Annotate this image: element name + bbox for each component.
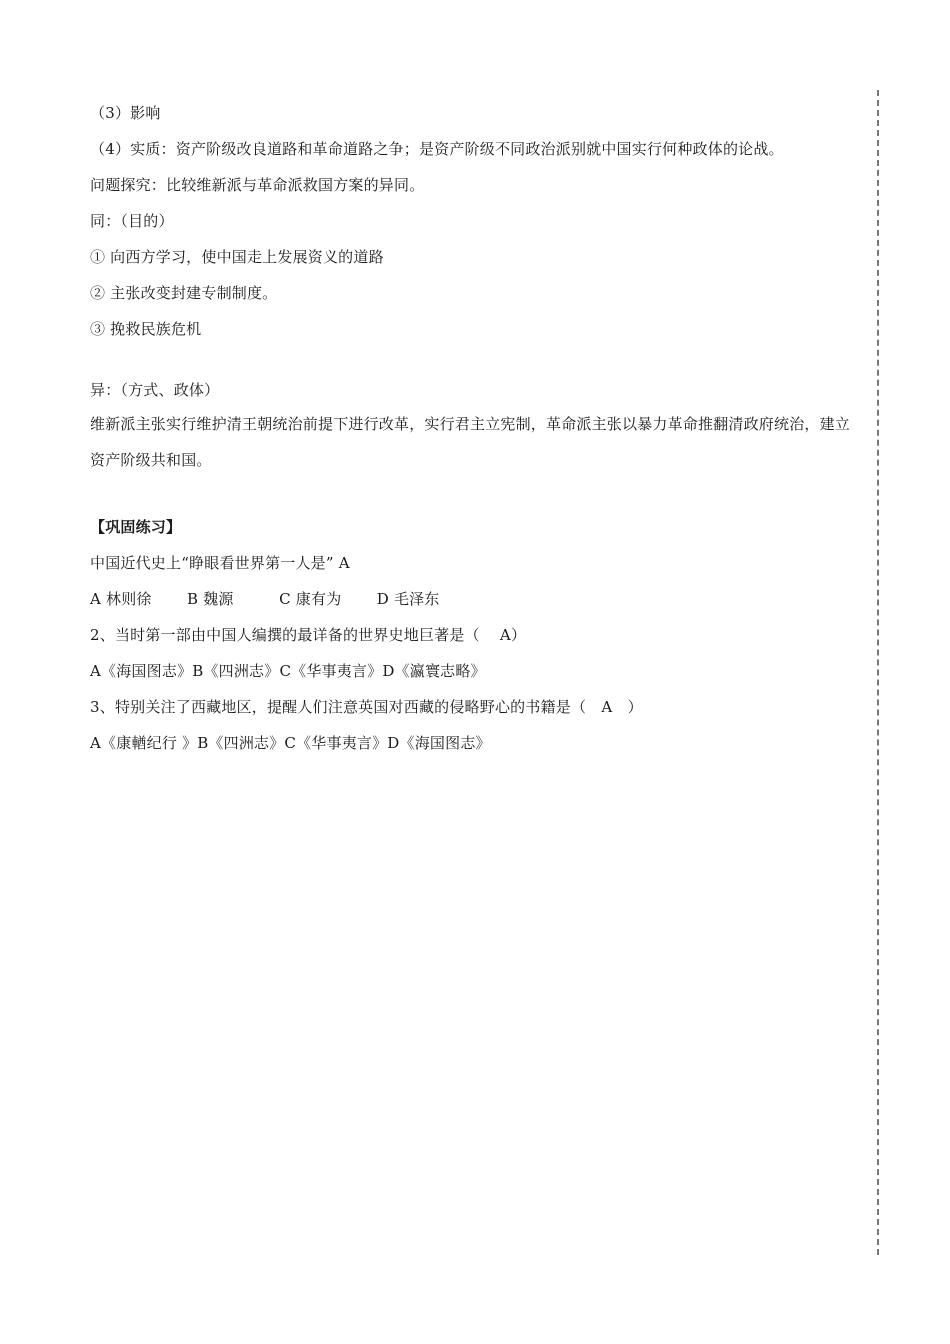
practice-heading: 【巩固练习】 (90, 518, 182, 536)
inquiry-line: 问题探究：比较维新派与革命派救国方案的异同。 (90, 176, 425, 194)
same-item-3: ③ 挽救民族危机 (90, 320, 202, 338)
question-1: 中国近代史上“睁眼看世界第一人是” A (90, 554, 350, 572)
question-1-options: A 林则徐 B 魏源 C 康有为 D 毛泽东 (90, 590, 440, 608)
diff-heading: 异：（方式、政体） (90, 381, 220, 399)
question-3: 3、特别关注了西藏地区，提醒人们注意英国对西藏的侵略野心的书籍是（ A ） (90, 698, 643, 716)
same-item-1: ① 向西方学习，使中国走上发展资义的道路 (90, 248, 384, 266)
binding-margin-dashed-line (877, 90, 879, 1255)
question-2: 2、当时第一部由中国人编撰的最详备的世界史地巨著是（ A） (90, 626, 527, 644)
same-heading: 同：（目的） (90, 212, 174, 230)
diff-paragraph: 维新派主张实行维护清王朝统治前提下进行改革，实行君主立宪制，革命派主张以暴力革命推翻清政府统治，建立资产阶级共和国。 (90, 415, 851, 469)
question-3-options: A《康輶纪行 》B《四洲志》C《华事夷言》D《海国图志》 (90, 734, 491, 752)
same-item-2: ② 主张改变封建专制制度。 (90, 284, 278, 302)
essence-line: （4）实质：资产阶级改良道路和革命道路之争；是资产阶级不同政治派别就中国实行何种政体的论战。 (90, 140, 784, 158)
question-2-options: A《海国图志》B《四洲志》C《华事夷言》D《瀛寰志略》 (90, 662, 486, 680)
impact-line: （3）影响 (90, 104, 161, 122)
